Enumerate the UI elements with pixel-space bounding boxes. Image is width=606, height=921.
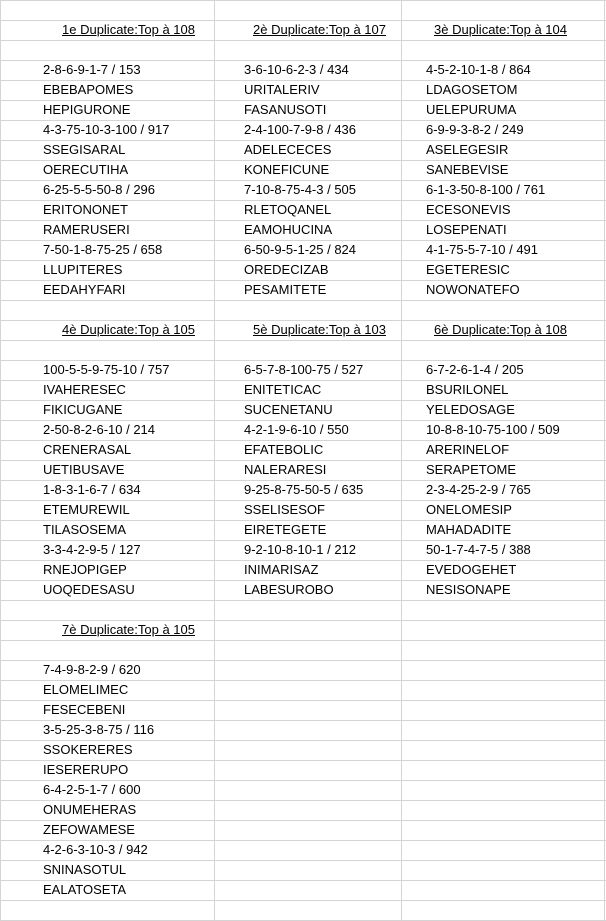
- number-sequence-cell[interactable]: 9-2-10-8-10-1 / 212: [244, 542, 357, 557]
- word-cell[interactable]: ZEFOWAMESE: [43, 822, 135, 837]
- word-cell[interactable]: RLETOQANEL: [244, 202, 332, 217]
- word-cell[interactable]: LABESUROBO: [244, 582, 334, 597]
- word-cell[interactable]: ECESONEVIS: [426, 202, 511, 217]
- number-sequence-cell[interactable]: 3-6-10-6-2-3 / 434: [244, 62, 349, 77]
- word-cell[interactable]: ENITETICAC: [244, 382, 322, 397]
- word-cell[interactable]: FIKICUGANE: [43, 402, 123, 417]
- word-cell[interactable]: LOSEPENATI: [426, 222, 507, 237]
- word-cell[interactable]: EFATEBOLIC: [244, 442, 324, 457]
- number-sequence-cell[interactable]: 6-1-3-50-8-100 / 761: [426, 182, 546, 197]
- word-cell[interactable]: EALATOSETA: [43, 882, 127, 897]
- block-title[interactable]: 6è Duplicate:Top à 108: [434, 322, 567, 337]
- column-divider: [214, 0, 215, 921]
- word-cell[interactable]: ARERINELOF: [426, 442, 510, 457]
- number-sequence-cell[interactable]: 9-25-8-75-50-5 / 635: [244, 482, 364, 497]
- block-title[interactable]: 5è Duplicate:Top à 103: [253, 322, 386, 337]
- word-cell[interactable]: UELEPURUMA: [426, 102, 517, 117]
- number-sequence-cell[interactable]: 4-3-75-10-3-100 / 917: [43, 122, 170, 137]
- number-sequence-cell[interactable]: 4-2-1-9-6-10 / 550: [244, 422, 349, 437]
- number-sequence-cell[interactable]: 6-4-2-5-1-7 / 600: [43, 782, 141, 797]
- word-cell[interactable]: OERECUTIHA: [43, 162, 129, 177]
- number-sequence-cell[interactable]: 50-1-7-4-7-5 / 388: [426, 542, 531, 557]
- word-cell[interactable]: HEPIGURONE: [43, 102, 131, 117]
- word-cell[interactable]: ONUMEHERAS: [43, 802, 137, 817]
- word-cell[interactable]: EIRETEGETE: [244, 522, 327, 537]
- word-cell[interactable]: EAMOHUCINA: [244, 222, 333, 237]
- number-sequence-cell[interactable]: 6-9-9-3-8-2 / 249: [426, 122, 524, 137]
- word-cell[interactable]: NOWONATEFO: [426, 282, 520, 297]
- number-sequence-cell[interactable]: 100-5-5-9-75-10 / 757: [43, 362, 170, 377]
- word-cell[interactable]: OREDECIZAB: [244, 262, 329, 277]
- block-title[interactable]: 1e Duplicate:Top à 108: [62, 22, 195, 37]
- word-cell[interactable]: ADELECECES: [244, 142, 332, 157]
- word-cell[interactable]: SANEBEVISE: [426, 162, 509, 177]
- block-title[interactable]: 2è Duplicate:Top à 107: [253, 22, 386, 37]
- word-cell[interactable]: BSURILONEL: [426, 382, 509, 397]
- word-cell[interactable]: NALERARESI: [244, 462, 327, 477]
- word-cell[interactable]: ONELOMESIP: [426, 502, 512, 517]
- word-cell[interactable]: EBEBAPOMES: [43, 82, 134, 97]
- word-cell[interactable]: PESAMITETE: [244, 282, 327, 297]
- number-sequence-cell[interactable]: 7-10-8-75-4-3 / 505: [244, 182, 357, 197]
- number-sequence-cell[interactable]: 6-5-7-8-100-75 / 527: [244, 362, 364, 377]
- block-title[interactable]: 4è Duplicate:Top à 105: [62, 322, 195, 337]
- word-cell[interactable]: FASANUSOTI: [244, 102, 327, 117]
- number-sequence-cell[interactable]: 3-3-4-2-9-5 / 127: [43, 542, 141, 557]
- word-cell[interactable]: UOQEDESASU: [43, 582, 135, 597]
- number-sequence-cell[interactable]: 7-50-1-8-75-25 / 658: [43, 242, 163, 257]
- word-cell[interactable]: INIMARISAZ: [244, 562, 319, 577]
- number-sequence-cell[interactable]: 6-25-5-5-50-8 / 296: [43, 182, 156, 197]
- word-cell[interactable]: EEDAHYFARI: [43, 282, 126, 297]
- number-sequence-cell[interactable]: 4-2-6-3-10-3 / 942: [43, 842, 148, 857]
- word-cell[interactable]: SERAPETOME: [426, 462, 517, 477]
- word-cell[interactable]: YELEDOSAGE: [426, 402, 515, 417]
- number-sequence-cell[interactable]: 1-8-3-1-6-7 / 634: [43, 482, 141, 497]
- word-cell[interactable]: RNEJOPIGEP: [43, 562, 127, 577]
- number-sequence-cell[interactable]: 2-50-8-2-6-10 / 214: [43, 422, 156, 437]
- word-cell[interactable]: MAHADADITE: [426, 522, 512, 537]
- word-cell[interactable]: IVAHERESEC: [43, 382, 126, 397]
- number-sequence-cell[interactable]: 2-3-4-25-2-9 / 765: [426, 482, 531, 497]
- block-title[interactable]: 7è Duplicate:Top à 105: [62, 622, 195, 637]
- word-cell[interactable]: URITALERIV: [244, 82, 320, 97]
- word-cell[interactable]: ETEMUREWIL: [43, 502, 130, 517]
- word-cell[interactable]: FESECEBENI: [43, 702, 126, 717]
- block-title[interactable]: 3è Duplicate:Top à 104: [434, 22, 567, 37]
- word-cell[interactable]: SSELISESOF: [244, 502, 325, 517]
- word-cell[interactable]: EGETERESIC: [426, 262, 510, 277]
- word-cell[interactable]: SUCENETANU: [244, 402, 333, 417]
- word-cell[interactable]: EVEDOGEHET: [426, 562, 517, 577]
- number-sequence-cell[interactable]: 4-5-2-10-1-8 / 864: [426, 62, 531, 77]
- word-cell[interactable]: ERITONONET: [43, 202, 128, 217]
- number-sequence-cell[interactable]: 6-50-9-5-1-25 / 824: [244, 242, 357, 257]
- word-cell[interactable]: SSOKERERES: [43, 742, 133, 757]
- word-cell[interactable]: UETIBUSAVE: [43, 462, 125, 477]
- number-sequence-cell[interactable]: 10-8-8-10-75-100 / 509: [426, 422, 560, 437]
- number-sequence-cell[interactable]: 2-4-100-7-9-8 / 436: [244, 122, 357, 137]
- column-divider: [401, 0, 402, 921]
- number-sequence-cell[interactable]: 2-8-6-9-1-7 / 153: [43, 62, 141, 77]
- number-sequence-cell[interactable]: 3-5-25-3-8-75 / 116: [43, 722, 155, 737]
- number-sequence-cell[interactable]: 6-7-2-6-1-4 / 205: [426, 362, 524, 377]
- word-cell[interactable]: ASELEGESIR: [426, 142, 509, 157]
- word-cell[interactable]: LLUPITERES: [43, 262, 123, 277]
- word-cell[interactable]: SSEGISARAL: [43, 142, 126, 157]
- word-cell[interactable]: SNINASOTUL: [43, 862, 127, 877]
- column-divider: [604, 0, 605, 921]
- word-cell[interactable]: KONEFICUNE: [244, 162, 330, 177]
- word-cell[interactable]: ELOMELIMEC: [43, 682, 129, 697]
- word-cell[interactable]: RAMERUSERI: [43, 222, 130, 237]
- number-sequence-cell[interactable]: 4-1-75-5-7-10 / 491: [426, 242, 539, 257]
- word-cell[interactable]: CRENERASAL: [43, 442, 132, 457]
- number-sequence-cell[interactable]: 7-4-9-8-2-9 / 620: [43, 662, 141, 677]
- word-cell[interactable]: TILASOSEMA: [43, 522, 127, 537]
- word-cell[interactable]: NESISONAPE: [426, 582, 511, 597]
- word-cell[interactable]: LDAGOSETOM: [426, 82, 518, 97]
- word-cell[interactable]: IESERERUPO: [43, 762, 129, 777]
